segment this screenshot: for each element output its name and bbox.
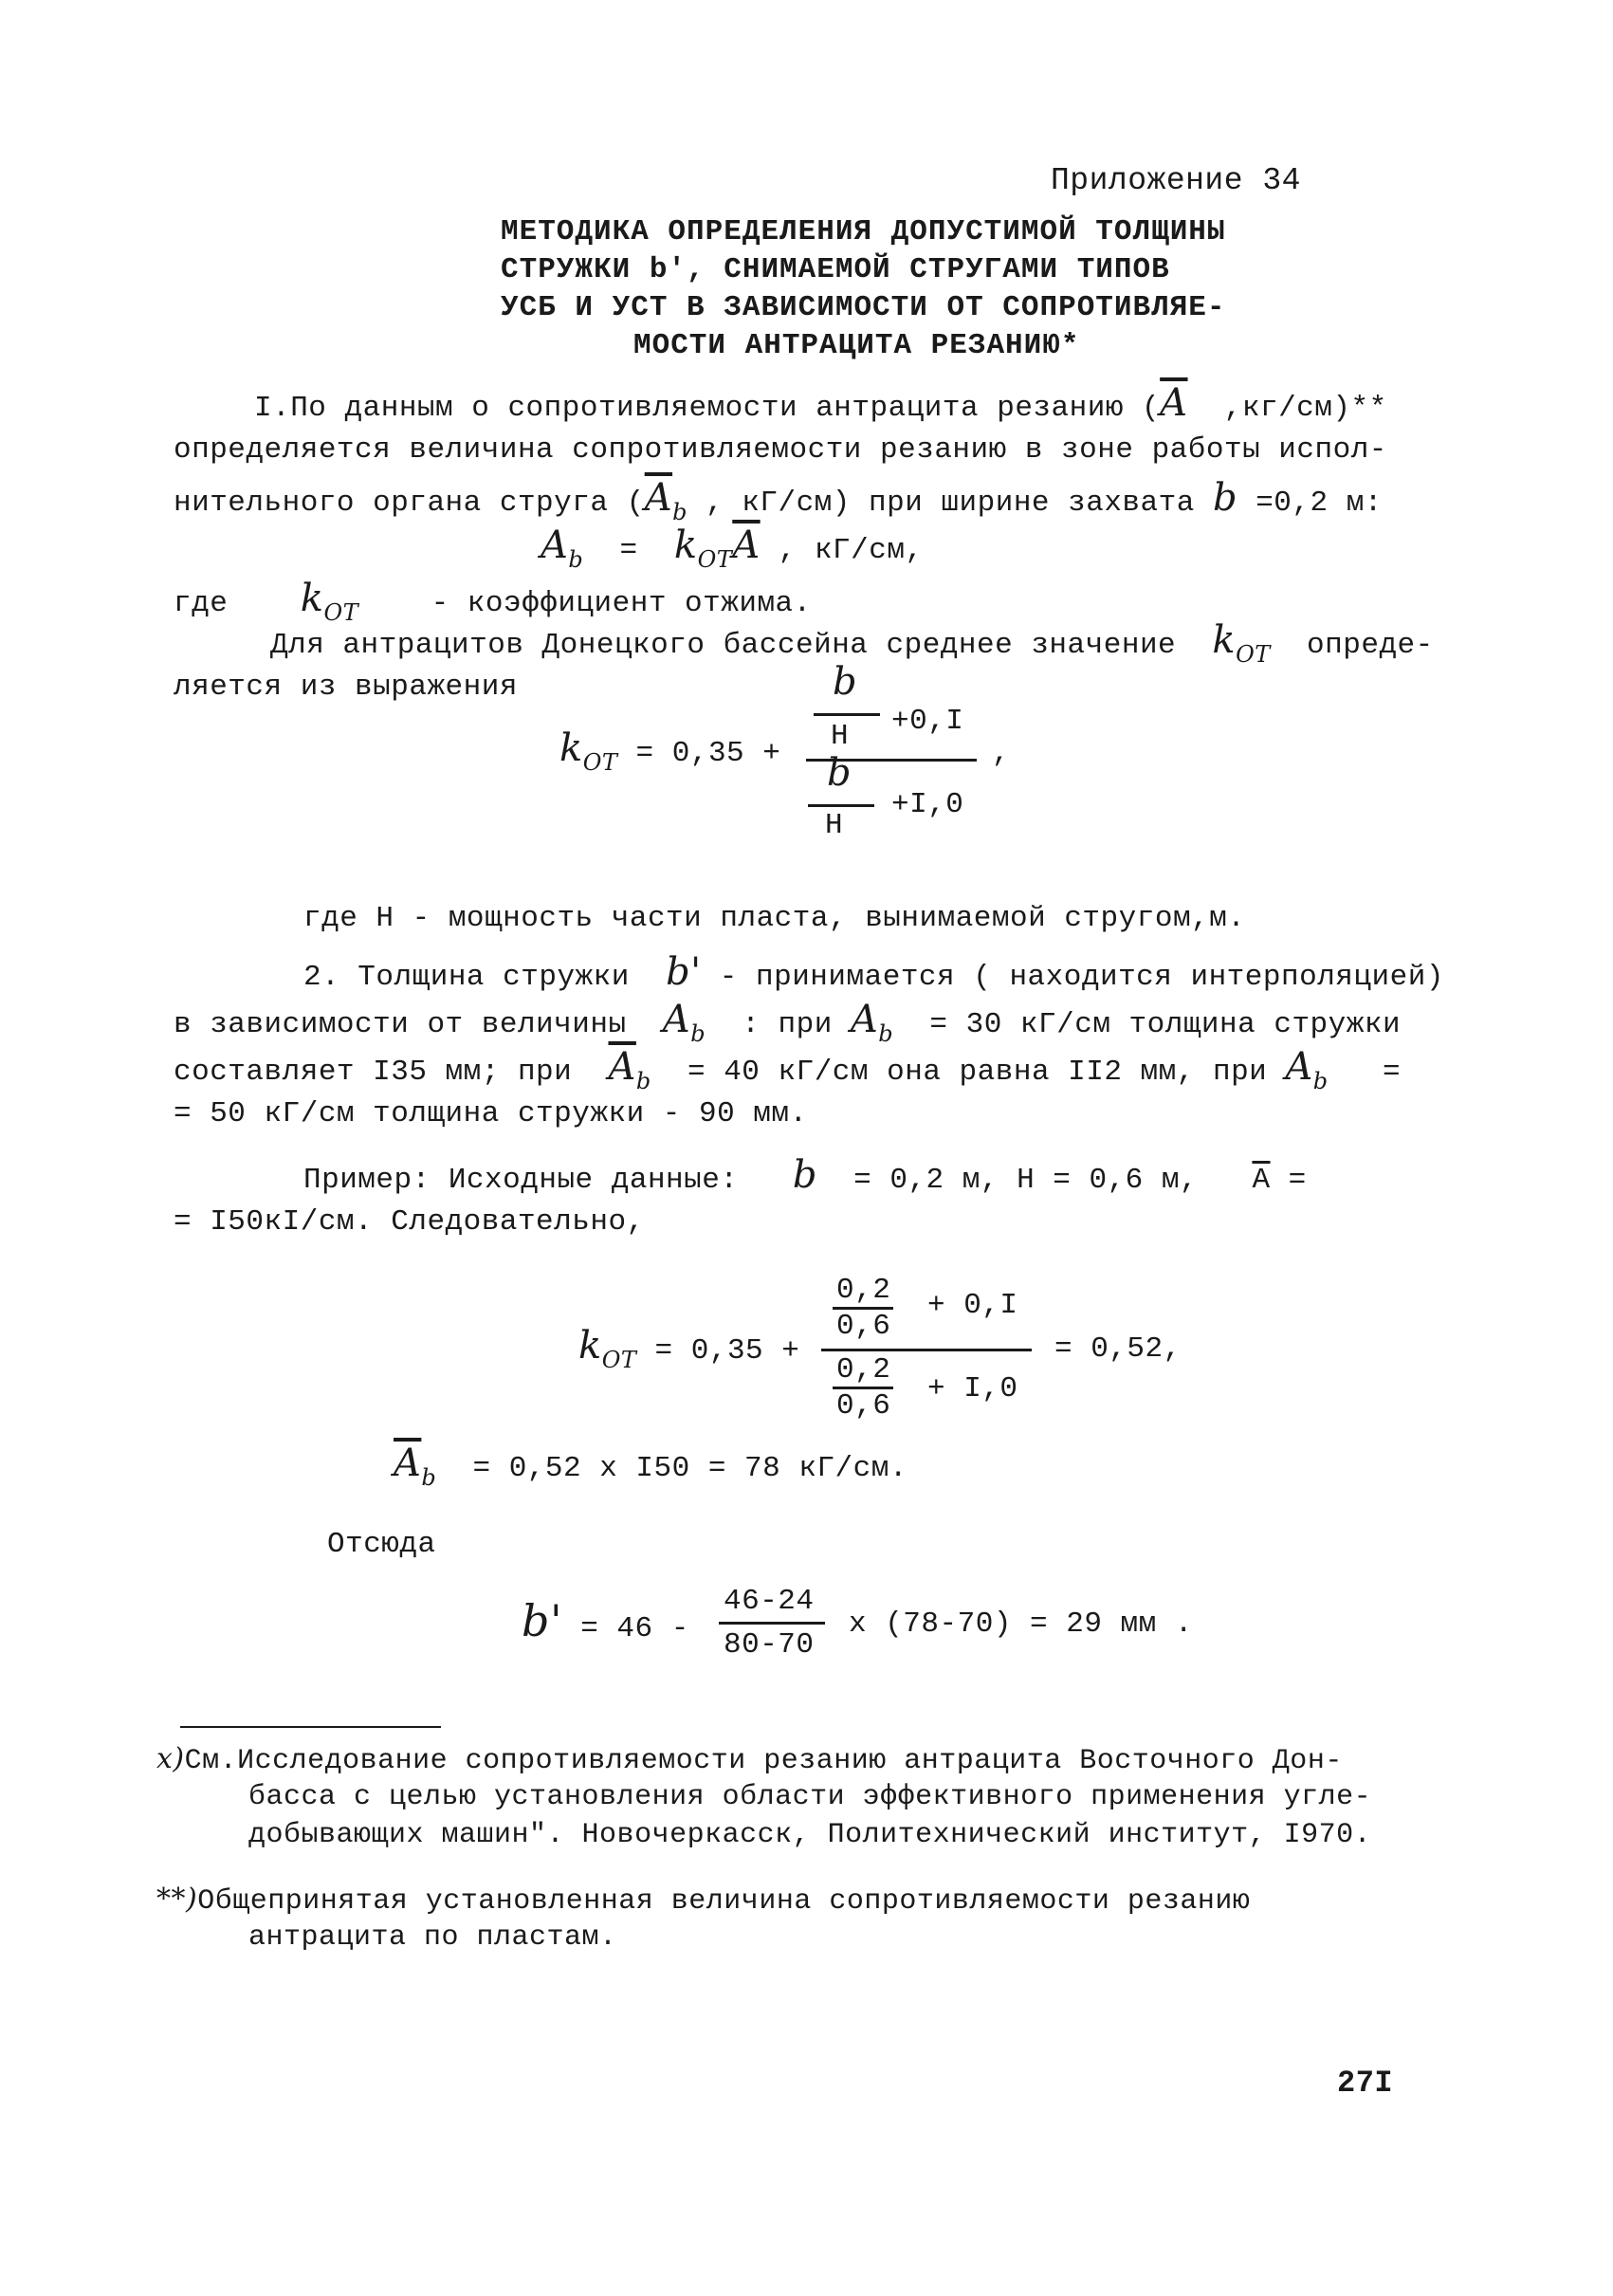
hence-label: Отсюда (327, 1528, 436, 1561)
formula5-bar (719, 1622, 825, 1625)
where-line-1: где $k_{ОТ}$ - коэффициент отжима. (174, 577, 812, 626)
formula2-den-h: Н (825, 809, 844, 842)
footnote-2-line2: антрацита по пластам. (248, 1921, 617, 1954)
formula5-den: 80-70 (724, 1628, 815, 1662)
title-line-4: МОСТИ АНТРАЦИТА РЕЗАНИЮ* (633, 329, 1080, 362)
section1-line1: I.По данным о сопротивляемости антрацита резанию ($\overline{A}$ ,кг/см)** (254, 381, 1387, 425)
section2-line1: 2. Толщина стружки b' - принимается ( находится интерполяцией) (303, 950, 1444, 994)
appendix-label: Приложение 34 (1051, 163, 1301, 198)
formula3-den-add: + I,0 (927, 1372, 1018, 1405)
formula3-lhs: $k_{ОТ} = 0,35$ + (578, 1324, 800, 1373)
formula2-den-b: b (827, 751, 852, 795)
section2-line2: в зависимости от величины $A_b$ : при $A_b = 30$ кГ/см толщина стружки (174, 998, 1402, 1047)
formula2-lhs: $k_{ОТ} = 0,35$ + (559, 726, 781, 776)
footnote-2-line1: **)Общепринятая установленная величина сопротивляемости резанию (156, 1883, 1251, 1918)
formula2-num-bar (814, 713, 880, 716)
section1-line6: ляется из выражения (174, 670, 518, 704)
formula5-rest: x (78-70) = 29 мм . (849, 1607, 1193, 1641)
footnote-1-line2: басса с целью установления области эффективного применения угле- (248, 1781, 1372, 1813)
section1-line3: нительного органа струга ($\overline{A}_b$ , кГ/см) при ширине захвата b =0,2 м: (174, 476, 1383, 525)
title-line-1: МЕТОДИКА ОПРЕДЕЛЕНИЯ ДОПУСТИМОЙ ТОЛЩИНЫ (501, 215, 1226, 248)
formula2-num-b: b (833, 660, 858, 704)
section2-line3: составляет I35 мм; при $\overline{A}_b = 40$ кГ/см она равна II2 мм, при $A_b$ = (174, 1045, 1402, 1094)
example-line1: Пример: Исходные данные: b = 0,2 м, Н = 0,6 м, $\overline{A}$ = (303, 1153, 1307, 1197)
formula-1: $A_b = k_{ОТ}\overline{A}$ , кГ/см, (541, 523, 924, 573)
footnote-1-line3: добывающих машин". Новочеркасск, Политехнический институт, I970. (248, 1819, 1372, 1851)
formula-4: $\overline{A}_b = 0,52$ x I50 = 78 кГ/см. (394, 1442, 907, 1491)
footnote-2-mark: **) (156, 1883, 198, 1916)
formula2-num-h: Н (831, 720, 850, 753)
section1-line5: Для антрацитов Донецкого бассейна среднее значение $k_{ОТ}$ опреде- (270, 618, 1434, 668)
formula3-num-a: 0,2 (836, 1274, 891, 1307)
formula3-main-bar (821, 1349, 1032, 1351)
footnote-1-mark: x) (156, 1742, 185, 1775)
footnote-rule (180, 1726, 441, 1728)
section2-line4: = 50 кГ/см толщина стружки - 90 мм. (174, 1097, 808, 1130)
example-line2: = I50кI/см. Следовательно, (174, 1205, 645, 1239)
footnote-1-line1: x)См.Исследование сопротивляемости резанию антрацита Восточного Дон- (156, 1742, 1343, 1777)
where-line-2: где Н - мощность части пласта, вынимаемой стругом,м. (303, 902, 1246, 935)
page-number: 27I (1337, 2066, 1394, 2101)
formula3-num-add: + 0,I (927, 1289, 1018, 1322)
section1-line2: определяется величина сопротивляемости резанию в зоне работы испол- (174, 433, 1387, 467)
formula3-num-b: 0,6 (836, 1310, 891, 1343)
formula2-num-add: +0,I (891, 705, 964, 738)
title-line-3: УСБ И УСТ В ЗАВИСИМОСТИ ОТ СОПРОТИВЛЯЕ- (501, 291, 1226, 324)
formula3-result: = 0,52, (1054, 1332, 1182, 1366)
formula3-den-b: 0,6 (836, 1389, 891, 1423)
formula3-den-a: 0,2 (836, 1353, 891, 1387)
formula2-den-add: +I,0 (891, 788, 964, 821)
formula5-num: 46-24 (724, 1585, 815, 1618)
formula2-den-bar (808, 804, 874, 807)
formula5-lhs: b' = 46 - (522, 1595, 689, 1646)
formula2-end: , (992, 737, 1011, 770)
title-line-2: СТРУЖКИ b', СНИМАЕМОЙ СТРУГАМИ ТИПОВ (501, 253, 1170, 286)
